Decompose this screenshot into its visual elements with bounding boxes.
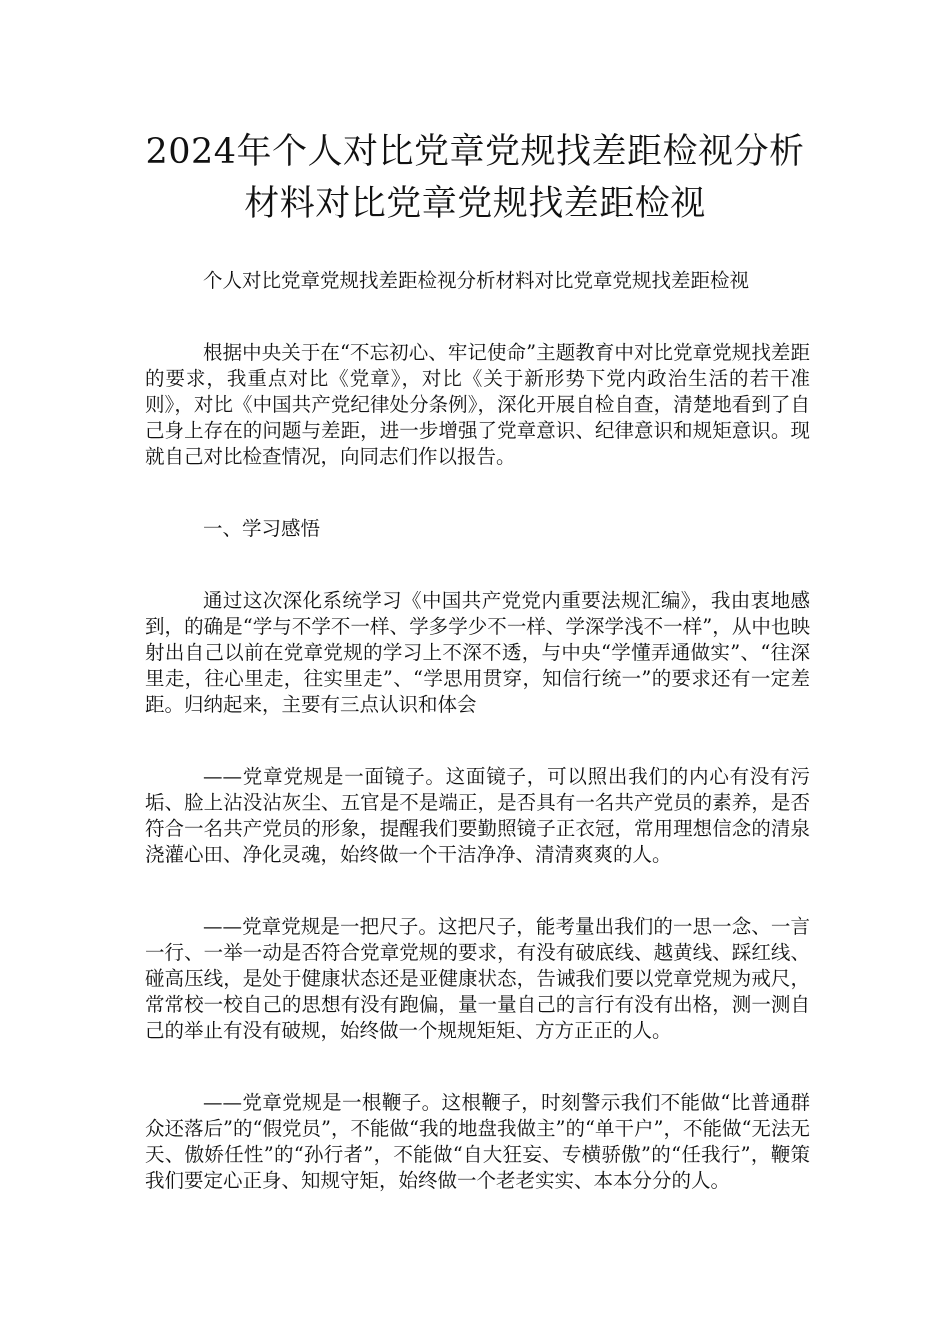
- paragraph-study: 通过这次深化系统学习《中国共产党党内重要法规汇编》，我由衷地感到，的确是“学与不学不一样、学多学少不一样、学深学浅不一样”，从中也映射出自己以前在党章党规的学习上不深不透，与中央“学懂弄通做实”、“往深里走，往心里走，往实里走”、“学思用贯穿，知信行统一”的要求还有一定差距。归纳起来，主要有三点认识和体会: [145, 589, 810, 716]
- paragraph-intro: 根据中央关于在“不忘初心、牢记使命”主题教育中对比党章党规找差距的要求，我重点对比《党章》，对比《关于新形势下党内政治生活的若干准则》，对比《中国共产党纪律处分条例》，深化开展自检自查，清楚地看到了自己身上存在的问题与差距，进一步增强了党章意识、纪律意识和规矩意识。现就自己对比检查情况，向同志们作以报告。: [145, 341, 810, 468]
- section-heading-1: 一、学习感悟: [203, 517, 321, 540]
- document-title: [110, 126, 840, 230]
- title-line-2: 材料对比党章党规找差距检视: [244, 184, 706, 224]
- document-body: [145, 268, 810, 1240]
- title-line-1: 2024年个人对比党章党规找差距检视分析: [145, 132, 805, 172]
- paragraph-whip: ——党章党规是一根鞭子。这根鞭子，时刻警示我们不能做“比普通群众还落后”的“假党员”，不能做“我的地盘我做主”的“单干户”，不能做“无法无天、傲娇任性”的“孙行者”，不能做“自大狂妄、专横骄傲”的“任我行”，鞭策我们要定心正身、知规守矩，始终做一个老老实实、本本分分的人。: [145, 1091, 810, 1192]
- paragraph-mirror: ——党章党规是一面镜子。这面镜子，可以照出我们的内心有没有污垢、脸上沾没沾灰尘、五官是不是端正，是否具有一名共产党员的素养，是否符合一名共产党员的形象，提醒我们要勤照镜子正衣冠，常用理想信念的清泉浇灌心田、净化灵魂，始终做一个干洁净净、清清爽爽的人。: [145, 765, 810, 866]
- paragraph-subtitle: 个人对比党章党规找差距检视分析材料对比党章党规找差距检视: [203, 269, 750, 292]
- paragraph-ruler: ——党章党规是一把尺子。这把尺子，能考量出我们的一思一念、一言一行、一举一动是否符合党章党规的要求，有没有破底线、越黄线、踩红线、碰高压线，是处于健康状态还是亚健康状态，告诫我们要以党章党规为戒尺，常常校一校自己的思想有没有跑偏，量一量自己的言行有没有出格，测一测自己的举止有没有破规，始终做一个规规矩矩、方方正正的人。: [145, 915, 810, 1042]
